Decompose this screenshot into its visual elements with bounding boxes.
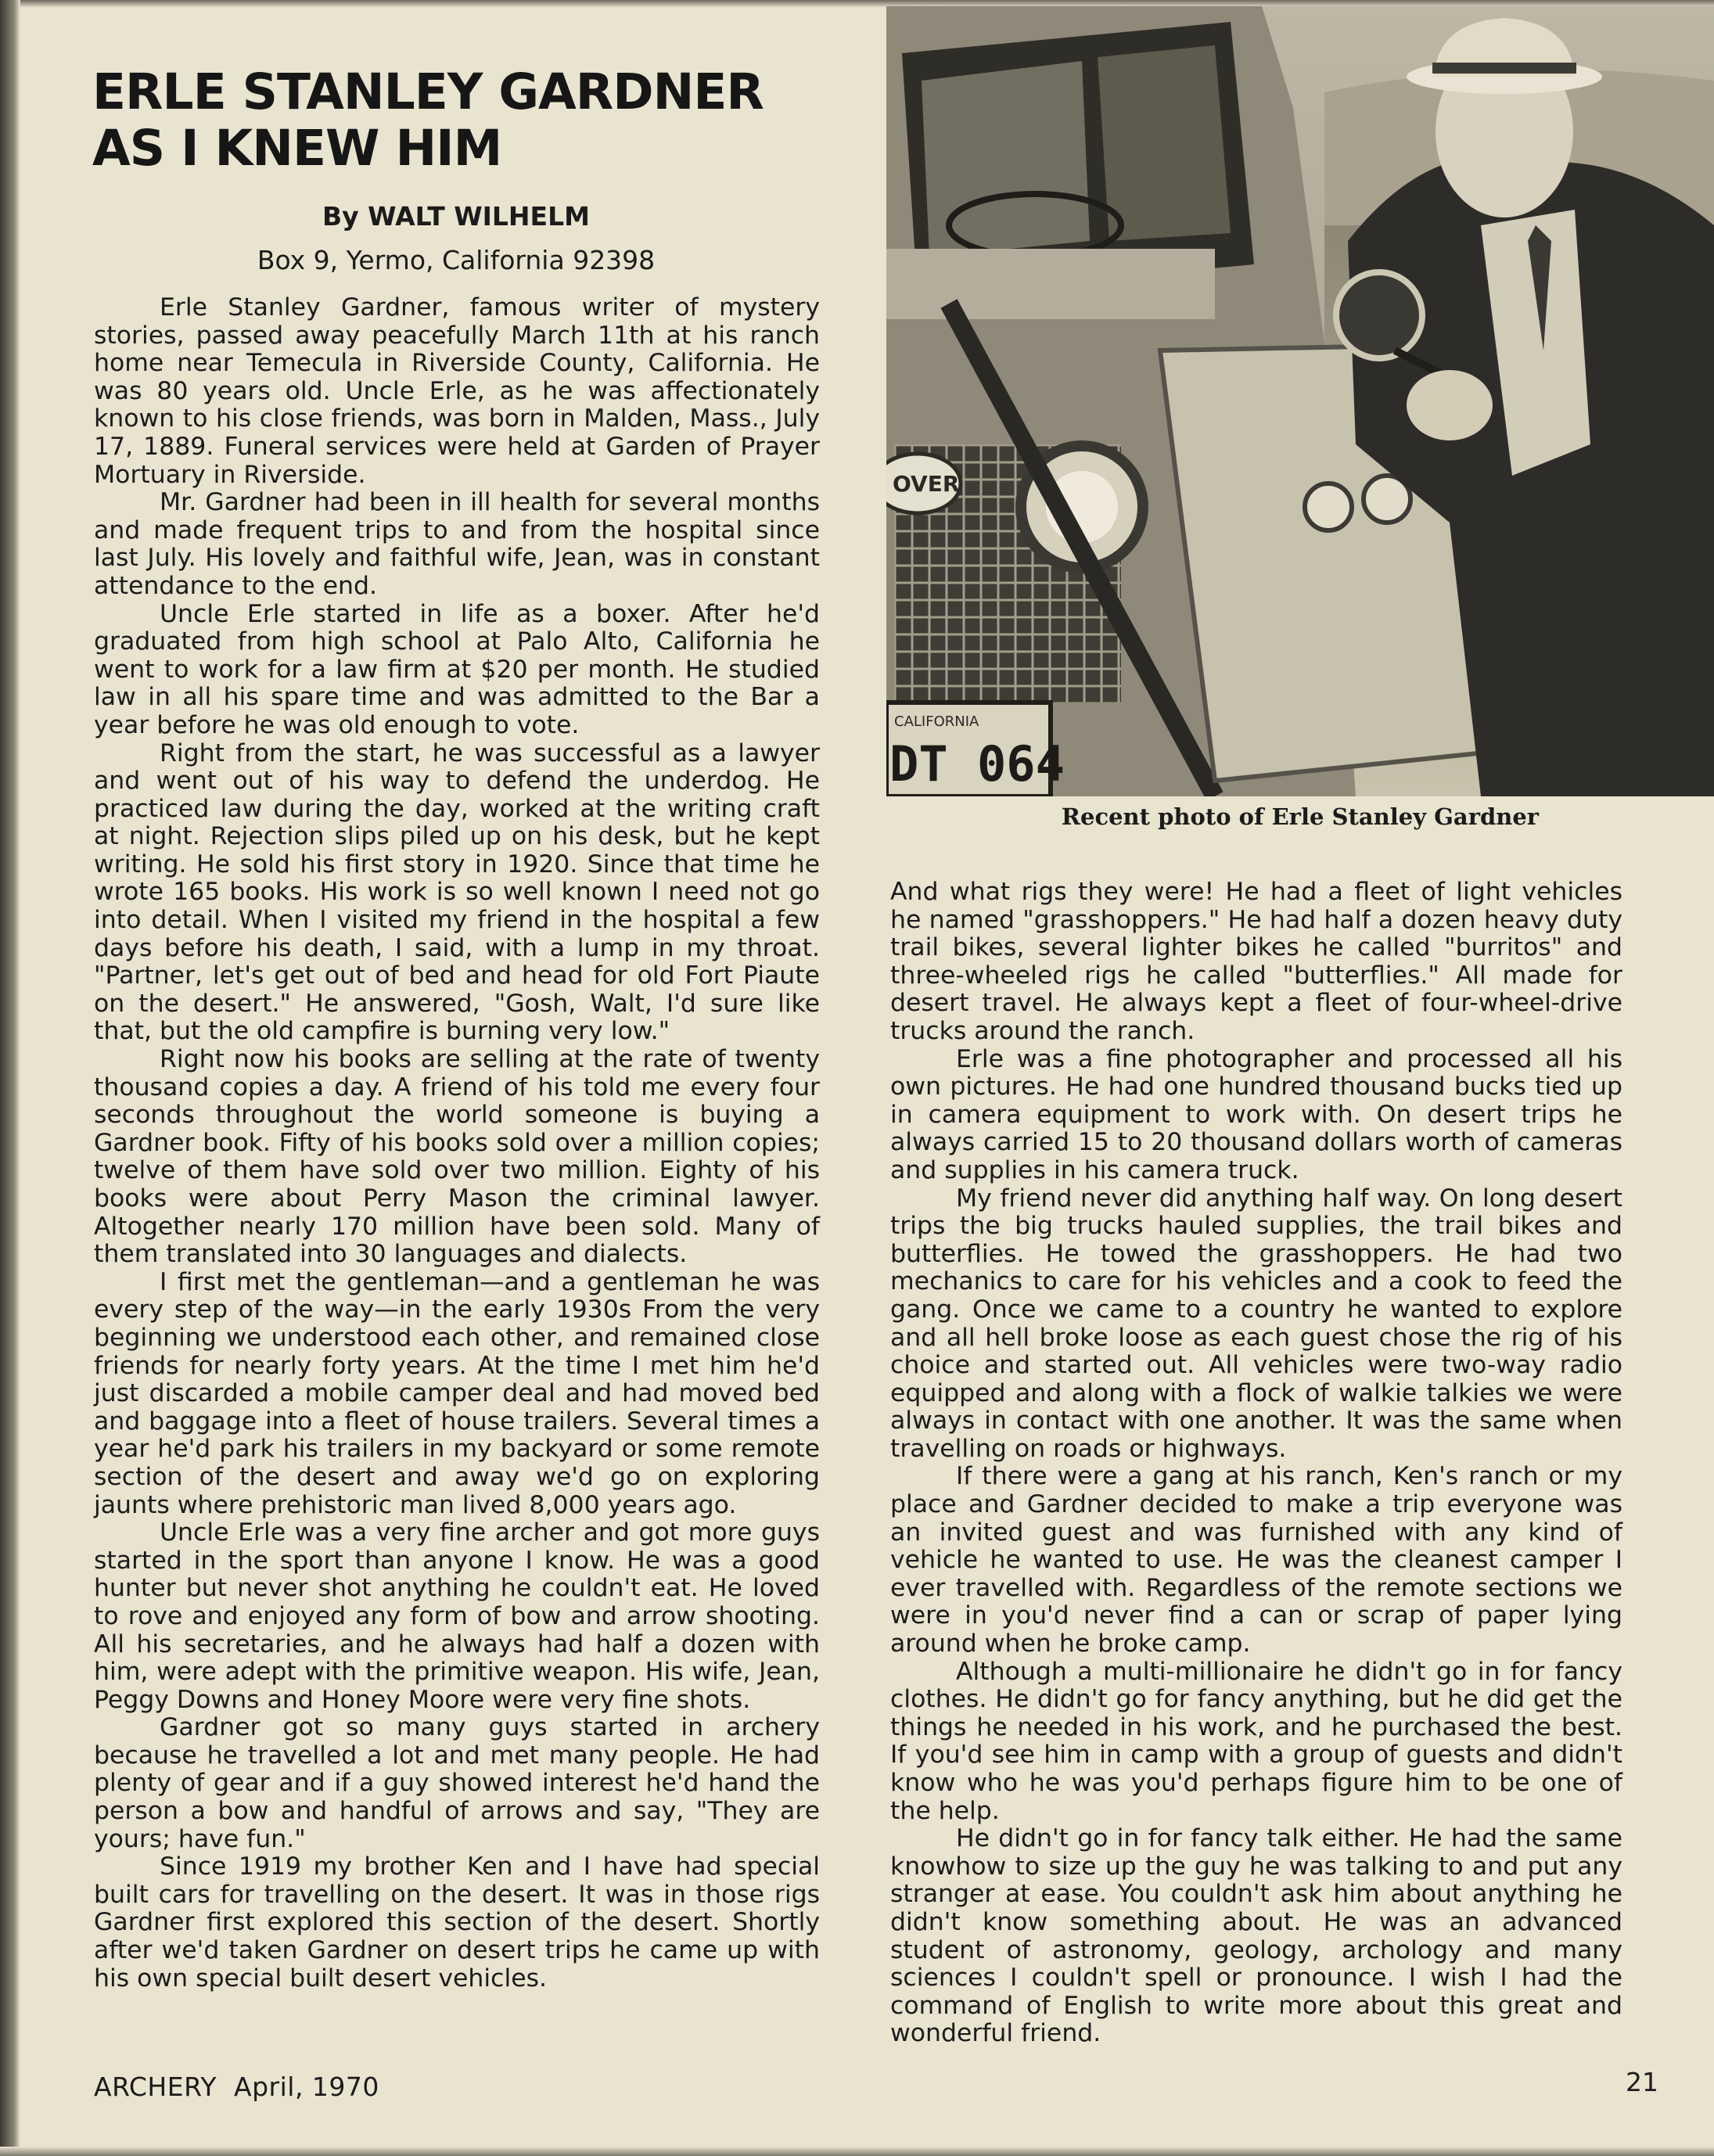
paragraph: Mr. Gardner had been in ill health for several months and made frequent trips to and from the hospital since last July. His lovely and faithful wife, Jean, was in constant attendance to the end.	[94, 488, 820, 600]
page-binding-edge	[0, 0, 20, 2156]
side-mirror	[1336, 272, 1422, 358]
author-address: Box 9, Yermo, California 92398	[257, 245, 656, 275]
paragraph: Uncle Erle was a very fine archer and got more guys started in the sport than anyone I know. He was a good hunter but never shot anything he couldn't eat. He loved to rove and enjoyed any form of bow and arrow shooting. All his secretaries, and he always had half a dozen with him, were adept with the primitive weapon. His wife, Jean, Peggy Downs and Honey Moore were very fine shots.	[94, 1518, 820, 1714]
title-line-2: AS I KNEW HIM	[92, 120, 502, 177]
byline: By WALT WILHELM	[322, 201, 590, 232]
paragraph: Erle was a fine photographer and processed all his own pictures. He had one hundred thousand bucks tied up in camera equipment to work with. On desert trips he always carried 15 to 20 thousand dollars worth of cameras and supplies in his camera truck.	[890, 1044, 1622, 1184]
window-reflection	[1098, 45, 1231, 241]
paragraph: My friend never did anything half way. On long desert trips the big trucks hauled supplies, the trail bikes and butterflies. He towed the grasshoppers. He had two mechanics to care for his vehicles and a cook to feed the gang. Once we came to a country he wanted to explore and all hell broke loose as each guest chose the rig of his choice and started out. All vehicles were two-way radio equipped and along with a flock of walkie talkies we were always in contact with one another. It was the same when travelling on roads or highways.	[890, 1184, 1622, 1463]
paragraph: He didn't go in for fancy talk either. He had the same knowhow to size up the guy he was talking to and put any stranger at ease. You couldn't ask him about anything he didn't know something about. He was an advanced student of astronomy, geology, archology and many sciences I couldn't spell or pronounce. I wish I had the command of English to write more about this great and wonderful friend.	[890, 1824, 1622, 2048]
badge-text: OVER	[893, 471, 960, 497]
paragraph: Although a multi-millionaire he didn't go in for fancy clothes. He didn't go for fancy anything, but he did get the things he needed in his work, and he purchased the best. If you'd see him in camp with a group of guests and didn't know who he was you'd perhaps figure him to be one of the help.	[890, 1657, 1622, 1825]
plate-state: CALIFORNIA	[894, 713, 979, 730]
paragraph: Right from the start, he was successful as a lawyer and went out of his way to defend the underdog. He practiced law during the day, worked at the writing craft at night. Rejection slips piled up on his desk, but he kept writing. He sold his first story in 1920. Since that time he wrote 165 books. His work is so well known I need not go into detail. When I visited my friend in the hospital a few days before his death, I said, with a lump in my throat. "Partner, let's get out of bed and head for old Fort Piaute on the desert." He answered, "Gosh, Walt, I'd sure like that, but the old campfire is burning very low."	[94, 738, 820, 1046]
photo-illustration	[886, 6, 1714, 796]
page-bottom-edge	[0, 2147, 1714, 2156]
hat-band	[1432, 63, 1576, 74]
page-number: 21	[1626, 2067, 1658, 2097]
footer-magazine-issue: ARCHERY April, 1970	[94, 2072, 379, 2102]
paragraph: Gardner got so many guys started in archery because he travelled a lot and met many people. He had plenty of gear and if a guy showed interest he'd hand the person a bow and handful of arrows and say, "They are yours; have fun."	[94, 1713, 820, 1853]
paragraph: Uncle Erle started in life as a boxer. After he'd graduated from high school at Palo Alto, California he went to work for a law firm at $20 per month. He studied law in all his spare time and was admitted to the Bar a year before he was old enough to vote.	[94, 599, 820, 739]
paragraph: I first met the gentleman—and a gentleman he was every step of the way—in the early 1930s From the very beginning we understood each other, and remained close friends for nearly forty years. At the time I met him he'd just discarded a mobile camper deal and had moved bed and baggage into a fleet of house trailers. Several times a year he'd park his trailers in my backyard or some remote section of the desert and away we'd go on exploring jaunts where prehistoric man lived 8,000 years ago.	[94, 1267, 820, 1519]
hand	[1407, 370, 1493, 440]
paragraph: If there were a gang at his ranch, Ken's ranch or my place and Gardner decided to make a trip everyone was an invited guest and was furnished with any kind of vehicle he wanted to use. He was the cleanest camper I ever travelled with. Regardless of the remote sections we were in you'd never find a can or scrap of paper lying around when he broke camp.	[890, 1462, 1622, 1658]
title-line-1: ERLE STANLEY GARDNER	[92, 63, 764, 120]
paragraph: Right now his books are selling at the rate of twenty thousand copies a day. A friend of his told me every four seconds throughout the world someone is buying a Gardner book. Fifty of his books sold over a million copies; twelve of them have sold over two million. Eighty of his books were about Perry Mason the criminal lawyer. Altogether nearly 170 million have been sold. Many of them translated into 30 languages and dialects.	[94, 1045, 820, 1269]
paragraph: And what rigs they were! He had a fleet of light vehicles he named "grasshoppers." He had half a dozen heavy duty trail bikes, several lighter bikes he called "burritos" and three-wheeled rigs he called "butterflies." All made for desert travel. He always kept a fleet of four-wheel-drive trucks around the ranch.	[890, 878, 1622, 1045]
hood	[886, 249, 1215, 319]
side-lamp	[1305, 483, 1352, 530]
left-column	[94, 294, 820, 1993]
photo-caption: Recent photo of Erle Stanley Gardner	[1061, 803, 1540, 830]
paragraph: Erle Stanley Gardner, famous writer of mystery stories, passed away peacefully March 11th at his ranch home near Temecula in Riverside County, California. He was 80 years old. Uncle Erle, as he was affectionately known to his close friends, was born in Malden, Mass., July 17, 1889. Funeral services were held at Garden of Prayer Mortuary in Riverside.	[94, 293, 820, 489]
photo-gardner-with-vehicle	[886, 6, 1714, 796]
right-column	[890, 879, 1622, 2048]
paragraph: Since 1919 my brother Ken and I have had special built cars for travelling on the desert. It was in those rigs Gardner first explored this section of the desert. Shortly after we'd taken Gardner on desert trips he came up with his own special built desert vehicles.	[94, 1852, 820, 1993]
plate-number: DT 064	[889, 735, 1065, 792]
article-title	[92, 64, 875, 177]
